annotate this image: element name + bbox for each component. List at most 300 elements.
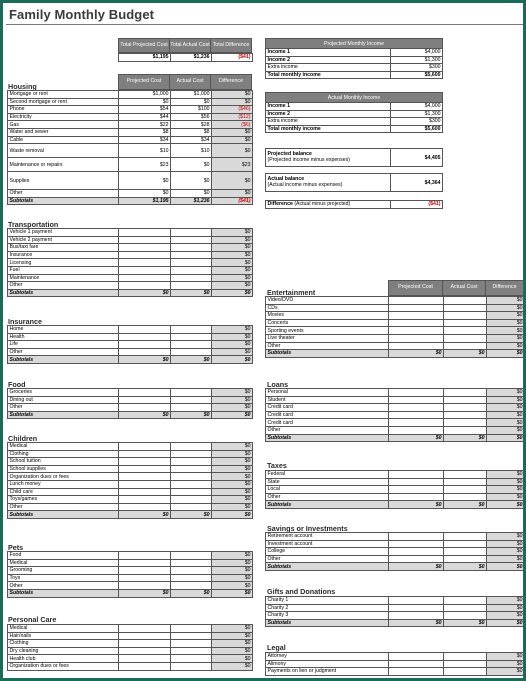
- actual-cell: [171, 458, 212, 466]
- col-actual: Actual Cost: [170, 74, 211, 90]
- row-label: Organization dues or fees: [8, 473, 119, 481]
- actual-cell: [171, 473, 212, 481]
- income-value: $300: [391, 64, 443, 72]
- difference-cell: $23: [212, 158, 253, 172]
- income-row: [266, 118, 443, 126]
- projected-cell: $8: [119, 128, 171, 136]
- projected-income-table: [265, 38, 443, 79]
- difference-cell: $0: [212, 244, 253, 252]
- table-row: [8, 559, 253, 567]
- row-label: Electricity: [8, 113, 119, 121]
- table-row: [8, 480, 253, 488]
- summary-actual-value: $1,236: [171, 54, 212, 62]
- table-row: [8, 662, 253, 670]
- projected-cell: [389, 660, 444, 668]
- table-row: [8, 113, 253, 121]
- subtotal-label: Subtotals: [266, 434, 389, 442]
- actual-cell: [444, 327, 487, 335]
- projected-cell: [389, 297, 444, 305]
- projected-cell: $0: [119, 172, 171, 190]
- subtotal-projected: $0: [119, 589, 171, 597]
- projected-cell: [119, 244, 171, 252]
- row-label: Other: [8, 582, 119, 590]
- projected-cell: $23: [119, 158, 171, 172]
- title-divider: [6, 24, 523, 25]
- actual-cell: [444, 533, 487, 541]
- table-row: [266, 548, 525, 556]
- table-row: [8, 326, 253, 334]
- table-row: [8, 348, 253, 356]
- difference-cell: $0: [212, 473, 253, 481]
- row-label: Mortgage or rent: [8, 91, 119, 99]
- row-label: CDs: [266, 304, 389, 312]
- actual-cell: [171, 640, 212, 648]
- projected-cell: [389, 653, 444, 661]
- actual-cell: [171, 259, 212, 267]
- difference-cell: $0: [487, 389, 525, 397]
- income-label: Total monthly income: [266, 125, 391, 133]
- difference-cell: $0: [212, 396, 253, 404]
- summary-header-actual: Total Actual Cost: [170, 38, 211, 53]
- table-row: [8, 144, 253, 158]
- actual-cell: $10: [171, 144, 212, 158]
- row-label: Other: [8, 503, 119, 511]
- transportation-table: [7, 228, 253, 297]
- projected-cell: [119, 404, 171, 412]
- projected-cell: [119, 450, 171, 458]
- income-label: Total monthly income: [266, 71, 391, 79]
- table-row: [8, 625, 253, 633]
- difference-cell: $0: [212, 136, 253, 144]
- subtotal-row: [8, 289, 253, 297]
- table-row: [266, 478, 525, 486]
- table-row: [8, 404, 253, 412]
- difference-cell: $0: [487, 342, 525, 350]
- difference-cell: $0: [212, 91, 253, 99]
- difference-cell: $0: [487, 312, 525, 320]
- actual-cell: [444, 612, 487, 620]
- difference-value: ($41): [391, 201, 443, 209]
- income-value: $4,000: [391, 49, 443, 57]
- actual-cell: [171, 282, 212, 290]
- housing-table: [7, 90, 253, 205]
- actual-cell: [171, 480, 212, 488]
- projected-cell: [119, 465, 171, 473]
- difference-cell: $0: [487, 597, 525, 605]
- actual-cell: [171, 396, 212, 404]
- subtotal-projected: $0: [119, 411, 171, 419]
- projected-cell: [119, 662, 171, 670]
- row-label: Movies: [266, 312, 389, 320]
- row-label: Sporting events: [266, 327, 389, 335]
- projected-cell: [119, 552, 171, 560]
- actual-cell: [171, 496, 212, 504]
- row-label: Credit card: [266, 404, 389, 412]
- projected-cell: [389, 334, 444, 342]
- difference-cell: $0: [487, 478, 525, 486]
- income-value: $300: [391, 118, 443, 126]
- subtotal-row: [266, 619, 525, 627]
- projected-cell: [119, 480, 171, 488]
- taxes-table: [265, 470, 525, 509]
- row-label: Concerts: [266, 319, 389, 327]
- projected-cell: [389, 312, 444, 320]
- projected-cell: [119, 503, 171, 511]
- actual-cell: [444, 297, 487, 305]
- table-row: [266, 297, 525, 305]
- summary-header-difference: Total Difference: [211, 38, 252, 53]
- subtotal-projected: $0: [119, 511, 171, 519]
- difference-cell: $0: [212, 552, 253, 560]
- projected-cell: [389, 478, 444, 486]
- gifts-table: [265, 596, 525, 627]
- row-label: Child care: [8, 488, 119, 496]
- actual-cell: [444, 389, 487, 397]
- row-label: State: [266, 478, 389, 486]
- subtotal-difference: $0: [212, 356, 253, 364]
- table-row: [266, 327, 525, 335]
- difference-cell: $0: [212, 647, 253, 655]
- table-row: [266, 342, 525, 350]
- subtotal-label: Subtotals: [266, 501, 389, 509]
- income-value: $1,300: [391, 110, 443, 118]
- projected-cell: $22: [119, 121, 171, 129]
- row-label: Second mortgage or rent: [8, 98, 119, 106]
- subtotal-actual: $0: [444, 619, 487, 627]
- subtotal-difference: $0: [487, 434, 525, 442]
- difference-cell: $0: [212, 496, 253, 504]
- actual-cell: [444, 597, 487, 605]
- subtotal-actual: $0: [171, 411, 212, 419]
- actual-cell: [444, 396, 487, 404]
- table-row: [266, 612, 525, 620]
- actual-cell: [171, 341, 212, 349]
- actual-cell: [171, 404, 212, 412]
- actual-cell: $0: [171, 172, 212, 190]
- table-row: [8, 251, 253, 259]
- difference-cell: $0: [487, 471, 525, 479]
- difference-cell: $0: [212, 404, 253, 412]
- row-label: Health club: [8, 655, 119, 663]
- subtotal-projected: $0: [389, 350, 444, 358]
- table-row: [8, 244, 253, 252]
- table-row: [8, 647, 253, 655]
- projected-cell: [119, 259, 171, 267]
- row-label: College: [266, 548, 389, 556]
- summary-header: [118, 38, 252, 53]
- projected-cell: [119, 282, 171, 290]
- table-row: [8, 106, 253, 114]
- row-label: Investment account: [266, 540, 389, 548]
- projected-cell: [119, 567, 171, 575]
- difference-cell: $0: [487, 419, 525, 427]
- table-row: [266, 419, 525, 427]
- subtotal-label: Subtotals: [8, 197, 119, 205]
- projected-cell: [119, 443, 171, 451]
- actual-cell: [444, 312, 487, 320]
- difference-cell: $0: [212, 443, 253, 451]
- subtotal-label: Subtotals: [8, 356, 119, 364]
- difference-cell: $0: [487, 604, 525, 612]
- projected-cell: [119, 655, 171, 663]
- pets-title: Pets: [8, 543, 24, 552]
- subtotal-projected: $0: [119, 356, 171, 364]
- subtotal-difference: $0: [212, 289, 253, 297]
- subtotal-row: [8, 589, 253, 597]
- table-row: [8, 396, 253, 404]
- subtotal-projected: $0: [389, 563, 444, 571]
- subtotal-label: Subtotals: [266, 619, 389, 627]
- actual-cell: [171, 348, 212, 356]
- actual-cell: [171, 450, 212, 458]
- projected-cell: [119, 251, 171, 259]
- row-label: Other: [8, 404, 119, 412]
- projected-cell: [389, 327, 444, 335]
- row-label: Charity 1: [266, 597, 389, 605]
- row-label: Other: [266, 426, 389, 434]
- subtotal-label: Subtotals: [266, 563, 389, 571]
- difference-cell: $0: [212, 640, 253, 648]
- difference-cell: $0: [487, 668, 525, 676]
- difference-cell: $0: [212, 266, 253, 274]
- table-row: [8, 450, 253, 458]
- actual-cell: [171, 625, 212, 633]
- row-label: Video/DVD: [266, 297, 389, 305]
- income-row: [266, 125, 443, 133]
- income-value: $5,600: [391, 71, 443, 79]
- actual-cell: [171, 333, 212, 341]
- subtotal-difference: ($41): [212, 197, 253, 205]
- income-row: [266, 110, 443, 118]
- row-label: School supplies: [8, 465, 119, 473]
- subtotal-label: Subtotals: [266, 350, 389, 358]
- income-label: Income 1: [266, 49, 391, 57]
- actual-cell: [171, 552, 212, 560]
- subtotal-projected: $0: [389, 619, 444, 627]
- projected-income-title: Projected Monthly Income: [266, 39, 443, 49]
- summary-header-projected: Total Projected Cost: [118, 38, 170, 53]
- pets-table: [7, 551, 253, 598]
- projected-cell: [389, 396, 444, 404]
- actual-income-title: Actual Monthly Income: [266, 93, 443, 103]
- difference-cell: $0: [212, 144, 253, 158]
- subtotal-actual: $0: [444, 563, 487, 571]
- table-row: [8, 158, 253, 172]
- projected-cell: [119, 625, 171, 633]
- row-label: Supplies: [8, 172, 119, 190]
- table-row: [8, 503, 253, 511]
- table-row: [8, 341, 253, 349]
- row-label: Payments on lien or judgment: [266, 668, 389, 676]
- difference-box: [265, 200, 443, 209]
- income-label: Income 2: [266, 56, 391, 64]
- table-row: [266, 396, 525, 404]
- difference-cell: $0: [487, 486, 525, 494]
- row-label: Student: [266, 396, 389, 404]
- actual-cell: [171, 244, 212, 252]
- housing-title: Housing: [8, 82, 37, 91]
- table-row: [8, 567, 253, 575]
- income-label: Extra income: [266, 64, 391, 72]
- difference-cell: $0: [487, 548, 525, 556]
- housing-col-headers: [118, 74, 252, 90]
- table-row: [8, 632, 253, 640]
- table-row: [266, 471, 525, 479]
- projected-cell: [389, 342, 444, 350]
- row-label: Maintenance or repairs: [8, 158, 119, 172]
- difference-cell: $0: [212, 259, 253, 267]
- table-row: [8, 282, 253, 290]
- difference-cell: $0: [212, 450, 253, 458]
- entertainment-col-headers: [388, 280, 524, 296]
- subtotal-actual: $0: [444, 434, 487, 442]
- actual-cell: [444, 555, 487, 563]
- subtotal-projected: $0: [389, 501, 444, 509]
- difference-cell: $0: [212, 229, 253, 237]
- insurance-table: [7, 325, 253, 364]
- subtotal-difference: $0: [212, 411, 253, 419]
- difference-cell: ($46): [212, 106, 253, 114]
- table-row: [266, 389, 525, 397]
- projected-cell: [119, 473, 171, 481]
- income-value: $5,600: [391, 125, 443, 133]
- row-label: Water and sewer: [8, 128, 119, 136]
- table-row: [8, 389, 253, 397]
- actual-cell: [171, 488, 212, 496]
- table-row: [266, 334, 525, 342]
- income-row: [266, 49, 443, 57]
- table-row: [266, 660, 525, 668]
- table-row: [266, 533, 525, 541]
- row-label: Medical: [8, 559, 119, 567]
- difference-cell: $0: [212, 236, 253, 244]
- actual-cell: [171, 582, 212, 590]
- projected-cell: [389, 555, 444, 563]
- subtotal-difference: $0: [487, 563, 525, 571]
- difference-label: Difference: [267, 201, 293, 208]
- difference-cell: $0: [212, 251, 253, 259]
- actual-balance-note: (Actual income minus expenses): [267, 181, 343, 188]
- table-row: [8, 488, 253, 496]
- difference-cell: $0: [487, 396, 525, 404]
- actual-cell: $28: [171, 121, 212, 129]
- summary-projected-value: $1,195: [119, 54, 171, 62]
- table-row: [8, 128, 253, 136]
- projected-cell: [119, 266, 171, 274]
- table-row: [8, 266, 253, 274]
- table-row: [266, 486, 525, 494]
- personal-care-table: [7, 624, 253, 671]
- subtotal-row: [266, 350, 525, 358]
- row-label: Retirement account: [266, 533, 389, 541]
- row-label: Hair/nails: [8, 632, 119, 640]
- difference-cell: $0: [487, 304, 525, 312]
- table-row: [8, 190, 253, 198]
- difference-cell: $0: [212, 488, 253, 496]
- subtotal-difference: $0: [487, 350, 525, 358]
- table-row: [8, 236, 253, 244]
- difference-cell: $0: [212, 190, 253, 198]
- difference-cell: $0: [212, 341, 253, 349]
- subtotal-actual: $0: [171, 589, 212, 597]
- row-label: Cable: [8, 136, 119, 144]
- actual-cell: [171, 574, 212, 582]
- row-label: Licensing: [8, 259, 119, 267]
- difference-cell: $0: [487, 540, 525, 548]
- actual-cell: [171, 326, 212, 334]
- income-label: Income 2: [266, 110, 391, 118]
- difference-cell: $0: [212, 465, 253, 473]
- table-row: [8, 574, 253, 582]
- actual-cell: [444, 548, 487, 556]
- income-row: [266, 71, 443, 79]
- subtotal-row: [8, 197, 253, 205]
- difference-cell: $0: [212, 458, 253, 466]
- projected-balance-label: Projected balance: [267, 150, 312, 157]
- projected-cell: [119, 488, 171, 496]
- actual-income-table: [265, 92, 443, 133]
- projected-cell: [119, 341, 171, 349]
- row-label: Medical: [8, 443, 119, 451]
- row-label: Maintenance: [8, 274, 119, 282]
- row-label: Alimony: [266, 660, 389, 668]
- projected-cell: [389, 404, 444, 412]
- food-table: [7, 388, 253, 419]
- actual-cell: $1,000: [171, 91, 212, 99]
- actual-cell: [444, 653, 487, 661]
- row-label: Bus/taxi fare: [8, 244, 119, 252]
- projected-cell: [119, 582, 171, 590]
- actual-cell: $0: [171, 158, 212, 172]
- projected-cell: [119, 396, 171, 404]
- difference-cell: $0: [212, 655, 253, 663]
- income-row: [266, 103, 443, 111]
- loans-title: Loans: [267, 380, 289, 389]
- table-row: [8, 274, 253, 282]
- subtotal-row: [8, 511, 253, 519]
- actual-cell: [171, 389, 212, 397]
- row-label: Phone: [8, 106, 119, 114]
- actual-cell: $56: [171, 113, 212, 121]
- projected-cell: [389, 319, 444, 327]
- row-label: Groceries: [8, 389, 119, 397]
- row-label: Local: [266, 486, 389, 494]
- subtotal-projected: $1,195: [119, 197, 171, 205]
- table-row: [266, 540, 525, 548]
- savings-title: Savings or Investments: [267, 524, 348, 533]
- projected-cell: [389, 612, 444, 620]
- col-difference: Difference: [211, 74, 252, 90]
- col-projected: Projected Cost: [118, 74, 170, 90]
- actual-cell: [171, 662, 212, 670]
- page-title: Family Monthly Budget: [9, 7, 155, 22]
- difference-cell: $0: [487, 493, 525, 501]
- actual-cell: [444, 319, 487, 327]
- table-row: [266, 597, 525, 605]
- projected-cell: [389, 304, 444, 312]
- projected-cell: [119, 348, 171, 356]
- row-label: Other: [266, 342, 389, 350]
- actual-cell: [171, 274, 212, 282]
- projected-cell: [389, 471, 444, 479]
- gifts-title: Gifts and Donations: [267, 587, 336, 596]
- subtotal-difference: $0: [212, 589, 253, 597]
- projected-cell: [119, 640, 171, 648]
- projected-cell: $54: [119, 106, 171, 114]
- projected-cell: [119, 574, 171, 582]
- projected-cell: [389, 604, 444, 612]
- projected-cell: [119, 559, 171, 567]
